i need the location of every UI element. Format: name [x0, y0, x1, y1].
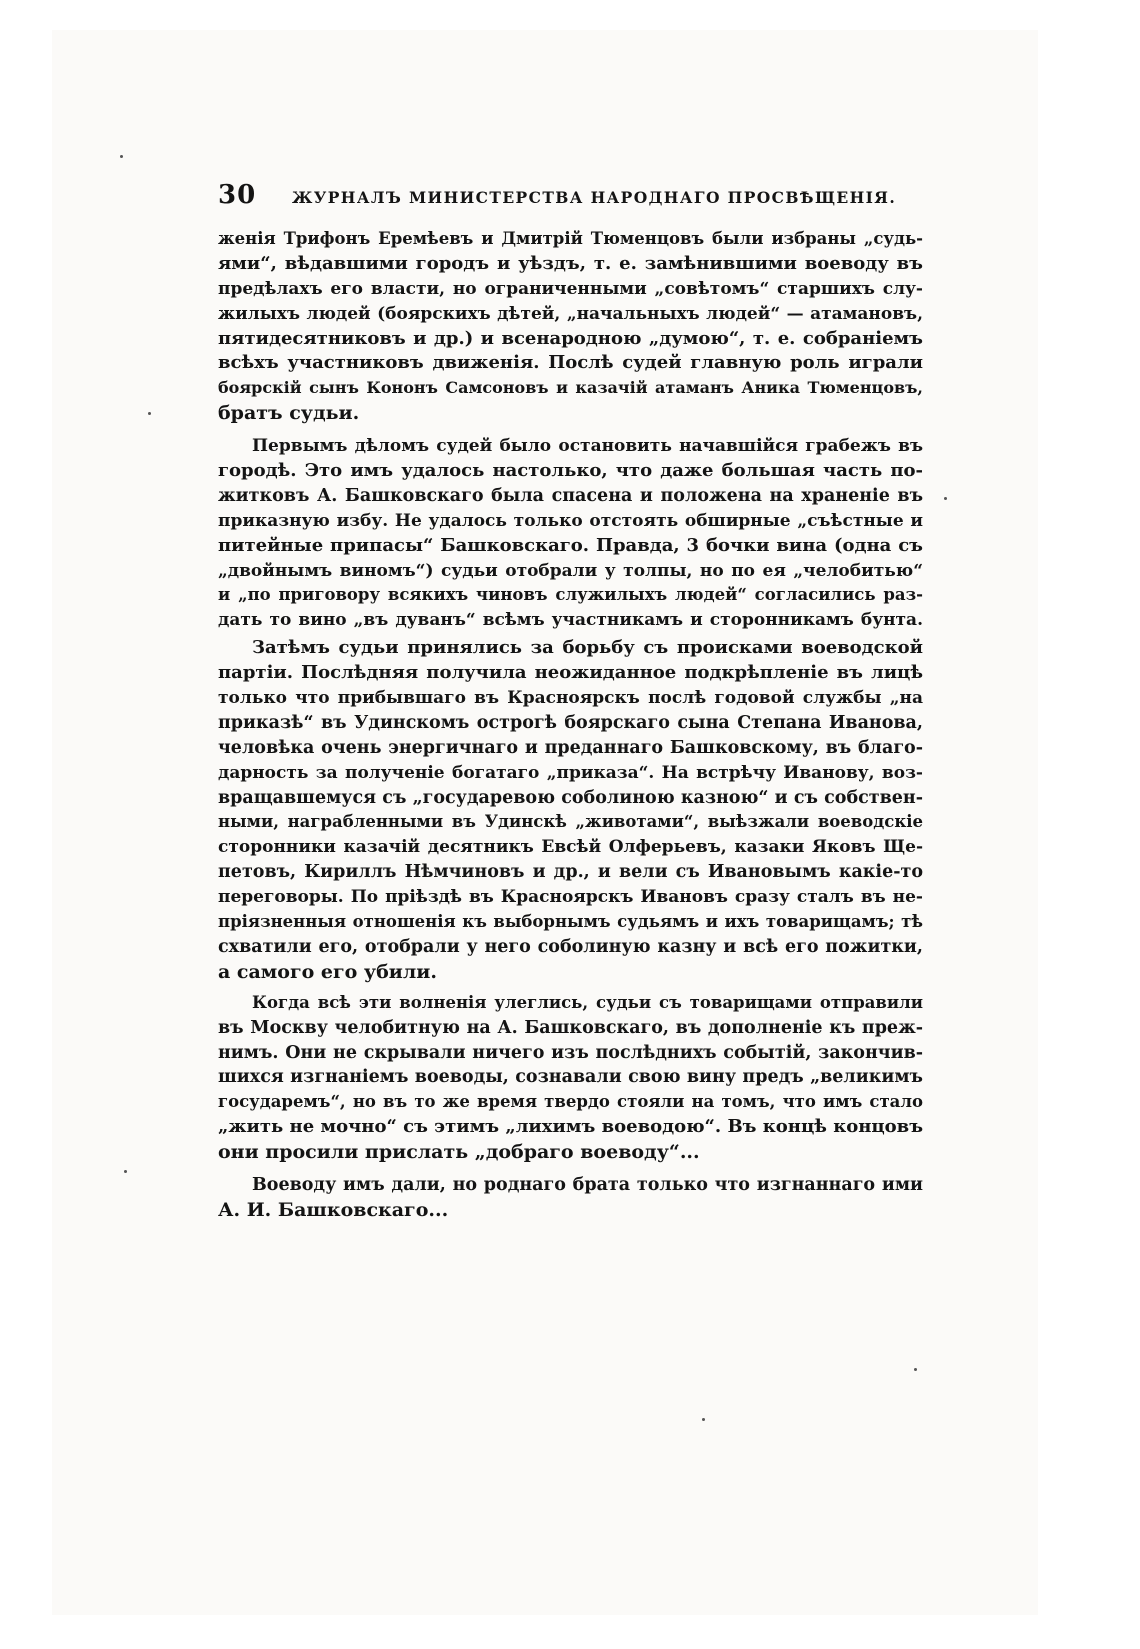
text-line: питейные припасы“ Башковскаго. Правда, 3 бочки вина (одна съ	[218, 534, 923, 556]
text-line: дарность за полученіе богатаго „приказа“. На встрѣчу Иванову, воз-	[218, 762, 923, 783]
text-line: Воеводу имъ дали, но роднаго брата только что изгнаннаго ими	[252, 1174, 923, 1195]
body-text	[218, 227, 923, 1223]
text-line: они просили прислать „добраго воеводу“...	[218, 1141, 700, 1164]
scan-speck	[702, 1418, 705, 1421]
text-line: приказную избу. Не удалось только отстоять обширные „съѣстные и	[218, 510, 923, 531]
running-head	[218, 180, 923, 220]
paragraph	[218, 991, 923, 1165]
text-line: городѣ. Это имъ удалось настолько, что даже большая часть по-	[218, 460, 923, 482]
text-line: петовъ, Кириллъ Нѣмчиновъ и др., и вели съ Ивановымъ какіе-то	[218, 862, 923, 883]
scan-speck	[148, 412, 151, 415]
text-line: Когда всѣ эти волненія улеглись, судьи съ товарищами отправили	[252, 992, 923, 1012]
text-line: женія Трифонъ Еремѣевъ и Дмитрій Тюменцовъ были избраны „судь-	[218, 229, 923, 248]
text-line: пріязненныя отношенія къ выборнымъ судьямъ и ихъ товарищамъ; тѣ	[218, 912, 923, 932]
text-line: пятидесятниковъ и др.) и всенародною „думою“, т. е. собраніемъ	[218, 327, 923, 349]
paragraph	[218, 636, 923, 984]
page-number: 30	[218, 180, 257, 210]
text-line: Первымъ дѣломъ судей было остановить начавшійся грабежъ въ	[252, 436, 923, 457]
text-line: А. И. Башковскаго...	[218, 1198, 449, 1221]
text-line: житковъ А. Башковскаго была спасена и положена на храненіе въ	[218, 485, 923, 506]
text-line: „жить не мочно“ съ этимъ „лихимъ воеводою“. Въ концѣ концовъ	[218, 1116, 923, 1138]
scan-speck	[944, 497, 947, 500]
paragraph	[218, 227, 923, 426]
text-line: братъ судьи.	[218, 402, 360, 425]
text-line: нимъ. Они не скрывали ничего изъ послѣднихъ событій, закончив-	[218, 1042, 923, 1063]
text-line: схватили его, отобрали у него соболиную казну и всѣ его пожитки,	[218, 936, 923, 957]
text-line: и „по приговору всякихъ чиновъ служилыхъ людей“ согласились раз-	[218, 585, 923, 605]
document-page	[218, 180, 923, 1223]
text-line: а самого его убили.	[218, 960, 437, 983]
text-line: въ Москву челобитную на А. Башковскаго, въ дополненіе къ преж-	[218, 1017, 923, 1038]
text-line: переговоры. По пріѣздѣ въ Красноярскъ Ивановъ сразу сталъ въ не-	[218, 887, 923, 908]
scan-speck	[120, 155, 123, 158]
scan-speck	[124, 1170, 127, 1173]
text-line: только что прибывшаго въ Красноярскъ послѣ годовой службы „на	[218, 688, 923, 709]
text-line: боярскій сынъ Кононъ Самсоновъ и казачій атаманъ Аника Тюменцовъ,	[218, 378, 923, 398]
text-line: приказѣ“ въ Удинскомъ острогѣ боярскаго сына Степана Иванова,	[218, 712, 923, 733]
paragraph	[218, 434, 923, 633]
text-line: шихся изгнаніемъ воеводы, сознавали свою вину предъ „великимъ	[218, 1067, 923, 1088]
text-line: партіи. Послѣдняя получила неожиданное подкрѣпленіе въ лицѣ	[218, 662, 923, 684]
text-line: сторонники казачій десятникъ Евсѣй Олферьевъ, казаки Яковъ Ще-	[218, 837, 923, 858]
text-line: государемъ“, но въ то же время твердо стояли на томъ, что имъ стало	[218, 1092, 923, 1112]
text-line: жилыхъ людей (боярскихъ дѣтей, „начальныхъ людей“ — атамановъ,	[218, 303, 923, 324]
text-line: человѣка очень энергичнаго и преданнаго Башковскому, въ благо-	[218, 737, 923, 758]
journal-title: ЖУРНАЛЪ МИНИСТЕРСТВА НАРОДНАГО ПРОСВѢЩЕНІЯ.	[292, 188, 897, 207]
text-line: всѣхъ участниковъ движенія. Послѣ судей главную роль играли	[218, 352, 923, 374]
text-line: ями“, вѣдавшими городъ и уѣздъ, т. е. замѣнившими воеводу въ	[218, 252, 923, 274]
text-line: „двойнымъ виномъ“) судьи отобрали у толпы, но по ея „челобитью“	[218, 560, 923, 581]
text-line: Затѣмъ судьи принялись за борьбу съ происками воеводской	[252, 637, 923, 659]
text-line: вращавшемуся съ „государевою соболиною казною“ и съ собствен-	[218, 787, 923, 808]
text-line: ными, награбленными въ Удинскѣ „животами“, выѣзжали воеводскіе	[218, 812, 923, 832]
text-line: дать то вино „въ дуванъ“ всѣмъ участникамъ и сторонникамъ бунта.	[218, 610, 923, 631]
text-line: предѣлахъ его власти, но ограниченными „совѣтомъ“ старшихъ слу-	[218, 278, 923, 299]
scan-speck	[914, 1368, 917, 1371]
paragraph	[218, 1173, 923, 1223]
